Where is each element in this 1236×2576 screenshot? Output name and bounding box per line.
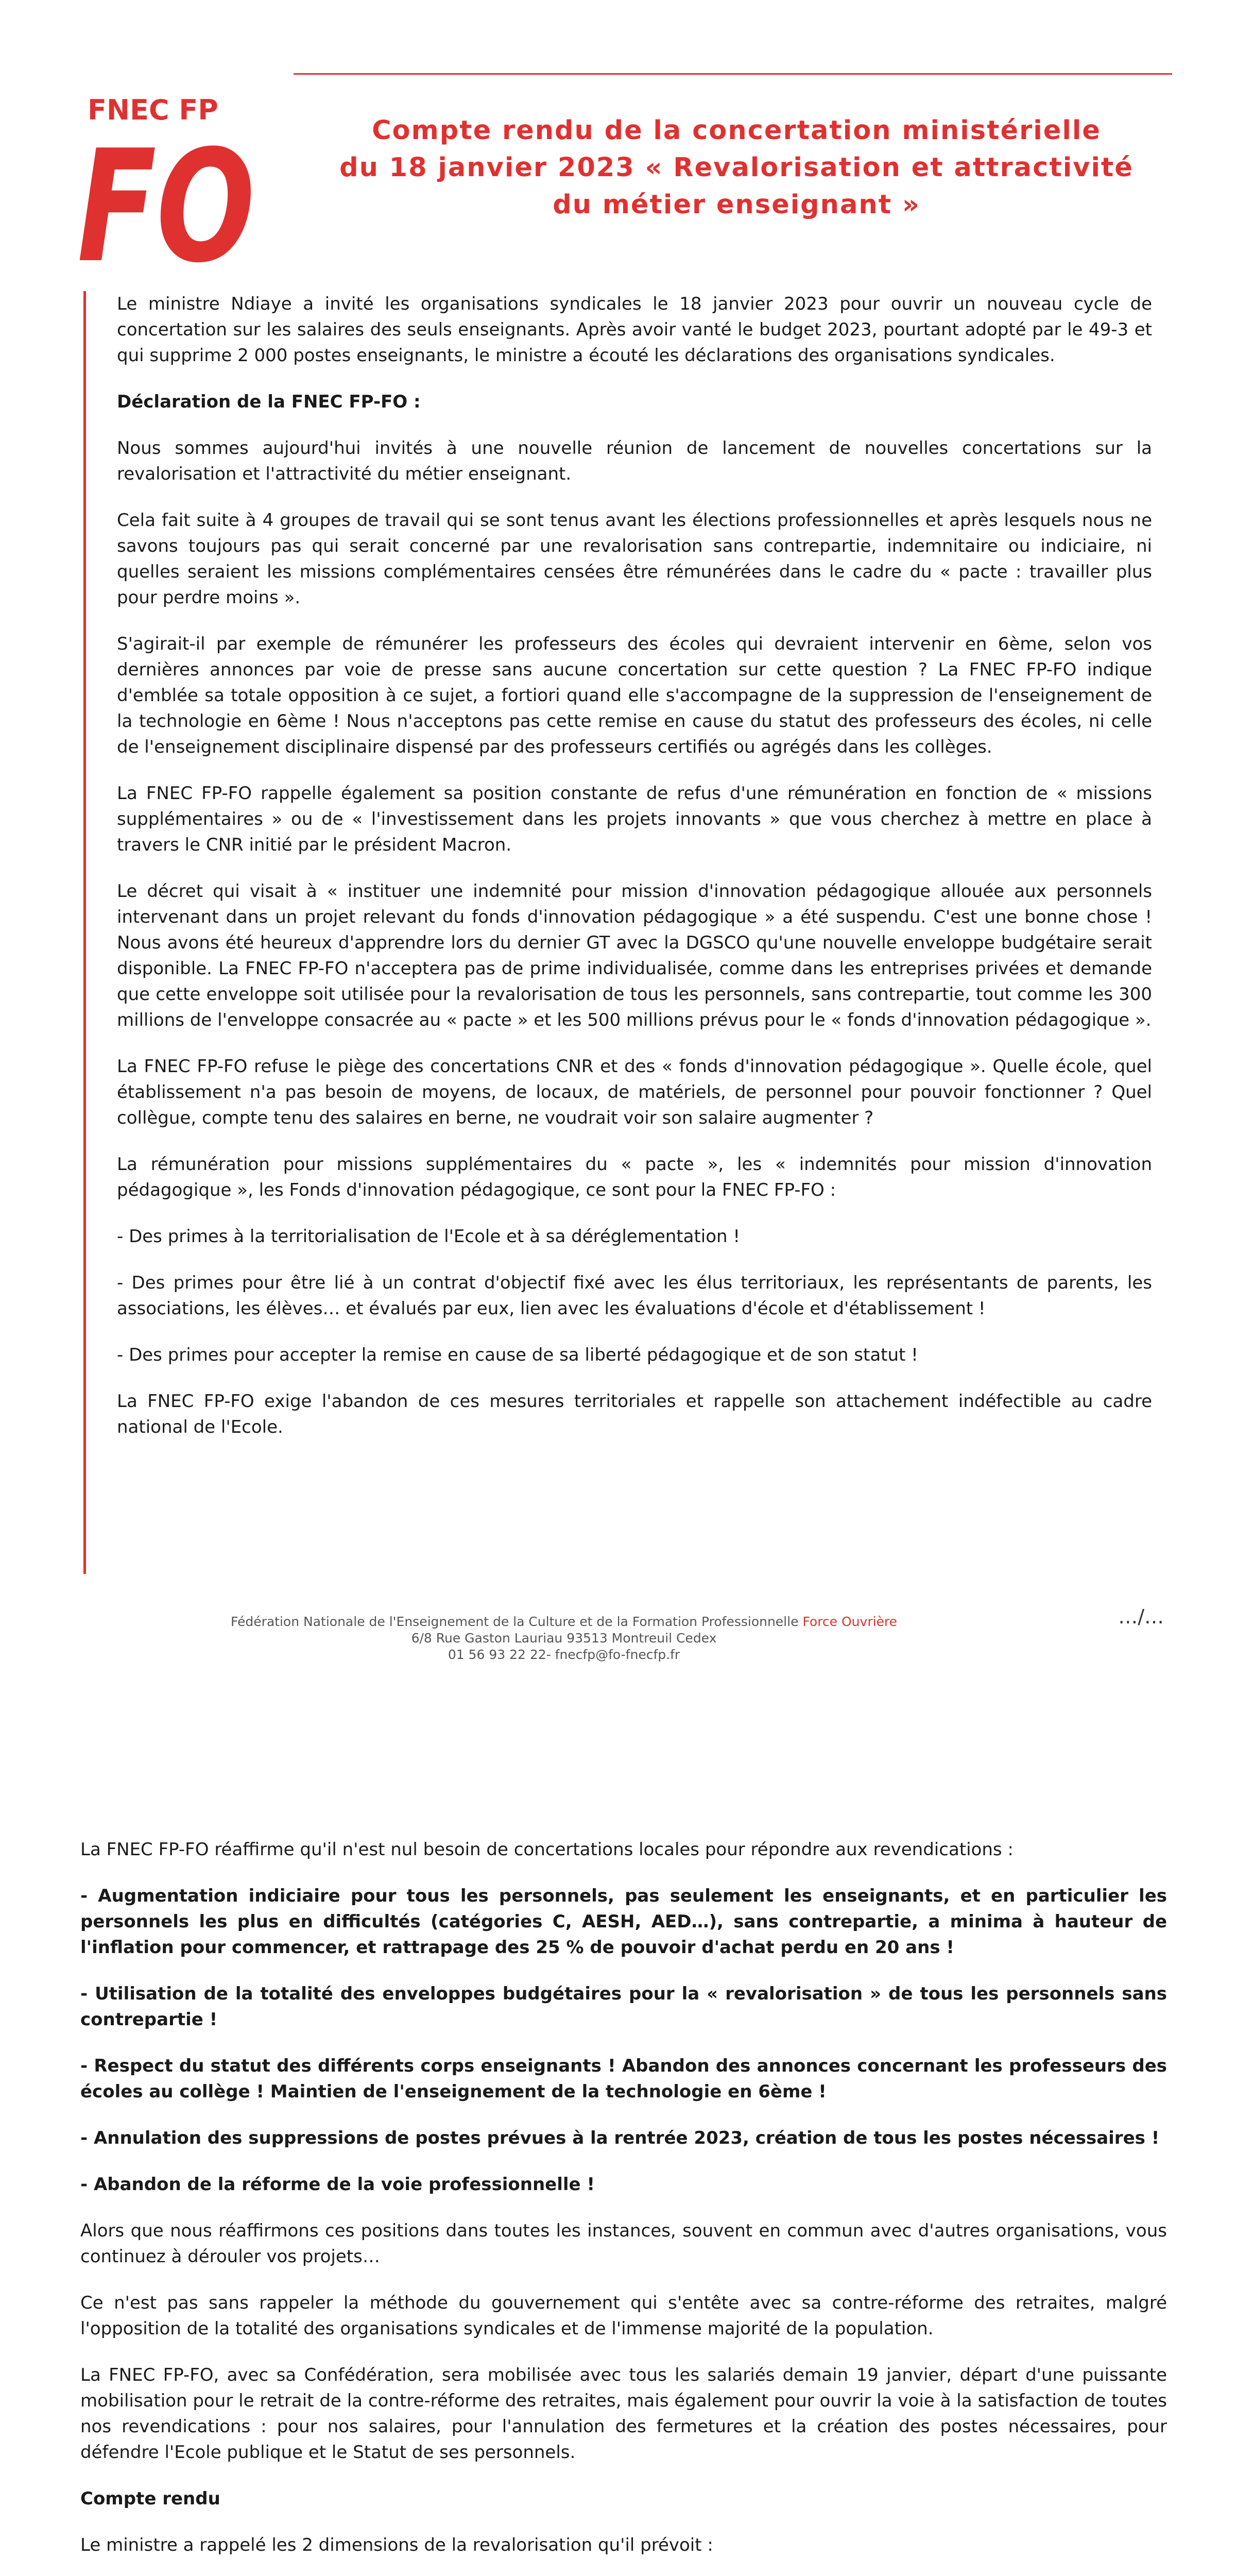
- demand-4: - Annulation des suppressions de postes prévues à la rentrée 2023, création de tous les postes nécessaires !: [80, 2128, 1160, 2148]
- declaration-paragraph-1: Nous sommes aujourd'hui invités à une nouvelle réunion de lancement de nouvelles concertations sur la revalorisation et l'attractivité du métier enseignant.: [117, 438, 1152, 484]
- continued-marker: …/…: [1118, 1605, 1164, 1628]
- declaration-paragraph-4: La FNEC FP-FO rappelle également sa position constante de refus d'une rémunération en fonction de « missions supplémentaires » ou de « l'investissement dans les projets innovants » que vous cherchez à mettre en place à travers le CNR initié par le président Macron.: [117, 783, 1152, 855]
- declaration-paragraph-2: Cela fait suite à 4 groupes de travail qui se sont tenus avant les élections professionnelles et après lesquels nous ne savons toujours pas qui serait concerné par une revalorisation sans contrepartie, indemnitaire ou indiciaire, ni quelles seraient les missions complémentaires censées être rémunérées dans le cadre du « pacte : travailler plus pour perdre moins ».: [117, 510, 1152, 608]
- demand-5: - Abandon de la réforme de la voie professionnelle !: [80, 2174, 595, 2195]
- declaration-paragraph-3: S'agirait-il par exemple de rémunérer les professeurs des écoles qui devraient intervenir en 6ème, selon vos dernières annonces par voie de presse sans aucune concertation sur cette question ? La FNEC FP-FO indique d'emblée sa totale opposition à ce sujet, a fortiori quand elle s'accompagne de la suppression de l'enseignement de la technologie en 6ème ! Nous n'acceptons pas cette remise en cause du statut des professeurs des écoles, ni celle de l'enseignement disciplinaire dispensé par des professeurs certifiés ou agrégés dans les collèges.: [117, 634, 1152, 757]
- declaration-list-item-1: - Des primes à la territorialisation de l'Ecole et à sa déréglementation !: [117, 1226, 741, 1247]
- declaration-list-item-2: - Des primes pour être lié à un contrat d'objectif fixé avec les élus territoriaux, les représentants de parents, les associations, les élèves… et évalués par eux, lien avec les évaluations d'école et d'établissement !: [117, 1273, 1152, 1319]
- demand-3: - Respect du statut des différents corps enseignants ! Abandon des annonces concernant les professeurs des écoles au collège ! Maintien de l'enseignement de la technologie en 6ème !: [80, 2056, 1167, 2102]
- header-rule: [294, 73, 1172, 75]
- footer-federation-text: Fédération Nationale de l'Enseignement de la Culture et de la Formation Professionnelle: [230, 1614, 803, 1629]
- demand-2: - Utilisation de la totalité des enveloppes budgétaires pour la « revalorisation » de tous les personnels sans contrepartie !: [80, 1984, 1167, 2030]
- document-title: [288, 112, 1184, 224]
- declaration-paragraph-7: La rémunération pour missions supplémentaires du « pacte », les « indemnités pour mission d'innovation pédagogique », les Fonds d'innovation pédagogique, ce sont pour la FNEC FP-FO :: [117, 1154, 1152, 1200]
- intro-paragraph: Le ministre Ndiaye a invité les organisations syndicales le 18 janvier 2023 pour ouvrir un nouveau cycle de concertation sur les salaires des seuls enseignants. Après avoir vanté le budget 2023, pourtant adopté par le 49-3 et qui supprime 2 000 postes enseignants, le ministre a écouté les déclarations des organisations syndicales.: [117, 294, 1152, 366]
- title-line-2: du 18 janvier 2023 « Revalorisation et attractivité: [339, 152, 1134, 183]
- paragraph-retraites: Ce n'est pas sans rappeler la méthode du gouvernement qui s'entête avec sa contre-réforme des retraites, malgré l'opposition de la totalité des organisations syndicales et de l'immense majorité de la population.: [80, 2293, 1167, 2339]
- compte-rendu-heading: Compte rendu: [80, 2488, 220, 2509]
- page-footer: [0, 1605, 1236, 1675]
- logo-text-fnec-fp: FNEC FP: [88, 94, 218, 126]
- footer-federation-name: [196, 1614, 932, 1630]
- footer-force-word: Force: [802, 1614, 838, 1629]
- page-two-content: [80, 1837, 1167, 2576]
- footer-contact: 01 56 93 22 22- fnecfp@fo-fnecfp.fr: [448, 1647, 680, 1662]
- footer-street-address: 6/8 Rue Gaston Lauriau 93513 Montreuil Cedex: [411, 1631, 717, 1646]
- paragraph-ministre: Le ministre a rappelé les 2 dimensions de la revalorisation qu'il prévoit :: [80, 2535, 713, 2555]
- title-line-3: du métier enseignant »: [553, 190, 920, 220]
- footer-address: [196, 1614, 932, 1663]
- declaration-conclusion: La FNEC FP-FO exige l'abandon de ces mesures territoriales et rappelle son attachement indéfectible au cadre national de l'Ecole.: [117, 1391, 1152, 1437]
- paragraph-positions: Alors que nous réaffirmons ces positions dans toutes les instances, souvent en commun avec d'autres organisations, vous continuez à dérouler vos projets…: [80, 2221, 1167, 2267]
- declaration-list-item-3: - Des primes pour accepter la remise en cause de sa liberté pédagogique et de son statut !: [117, 1345, 918, 1365]
- title-line-1: Compte rendu de la concertation ministérielle: [372, 115, 1101, 146]
- declaration-paragraph-5: Le décret qui visait à « instituer une indemnité pour mission d'innovation pédagogique allouée aux personnels intervenant dans un projet relevant du fonds d'innovation pédagogique » a été suspendu. C'est une bonne chose ! Nous avons été heureux d'apprendre lors du dernier GT avec la DGSCO qu'une nouvelle enveloppe budgétaire serait disponible. La FNEC FP-FO n'acceptera pas de prime individualisée, comme dans les entreprises privées et demande que cette enveloppe soit utilisée pour la revalorisation de tous les personnels, sans contrepartie, tout comme les 300 millions de l'enveloppe consacrée au « pacte » et les 500 millions prévus pour le « fonds d'innovation pédagogique ».: [117, 881, 1152, 1030]
- declaration-section: [83, 291, 1168, 1574]
- declaration-heading: Déclaration de la FNEC FP-FO :: [117, 392, 421, 412]
- logo-text-fo: FO: [77, 117, 255, 297]
- declaration-body: [117, 291, 1152, 1461]
- paragraph-mobilisation: La FNEC FP-FO, avec sa Confédération, sera mobilisée avec tous les salariés demain 19 janvier, départ d'une puissante mobilisation pour le retrait de la contre-réforme des retraites, mais également pour ouvrir la voie à la satisfaction de toutes nos revendications : pour nos salaires, pour l'annulation des fermetures et la création des postes nécessaires, pour défendre l'Ecole publique et le Statut de ses personnels.: [80, 2365, 1167, 2463]
- reaffirm-paragraph: La FNEC FP-FO réaffirme qu'il n'est nul besoin de concertations locales pour répondre aux revendications :: [80, 1839, 1014, 1860]
- demand-1: - Augmentation indiciaire pour tous les personnels, pas seulement les enseignants, et en particulier les personnels les plus en difficultés (catégories C, AESH, AED…), sans contrepartie, a minima à hauteur de l'inflation pour commencer, et rattrapage des 25 % de pouvoir d'achat perdu en 20 ans !: [80, 1886, 1167, 1958]
- footer-space: [837, 1614, 842, 1629]
- declaration-paragraph-6: La FNEC FP-FO refuse le piège des concertations CNR et des « fonds d'innovation pédagogique ». Quelle école, quel établissement n'a pas besoin de moyens, de locaux, de matériels, de personnel pour pouvoir fonctionner ? Quel collègue, compte tenu des salaires en berne, ne voudrait voir son salaire augmenter ?: [117, 1056, 1152, 1128]
- fnec-fp-fo-logo: [77, 93, 263, 297]
- footer-ouvriere-word: Ouvrière: [842, 1614, 898, 1629]
